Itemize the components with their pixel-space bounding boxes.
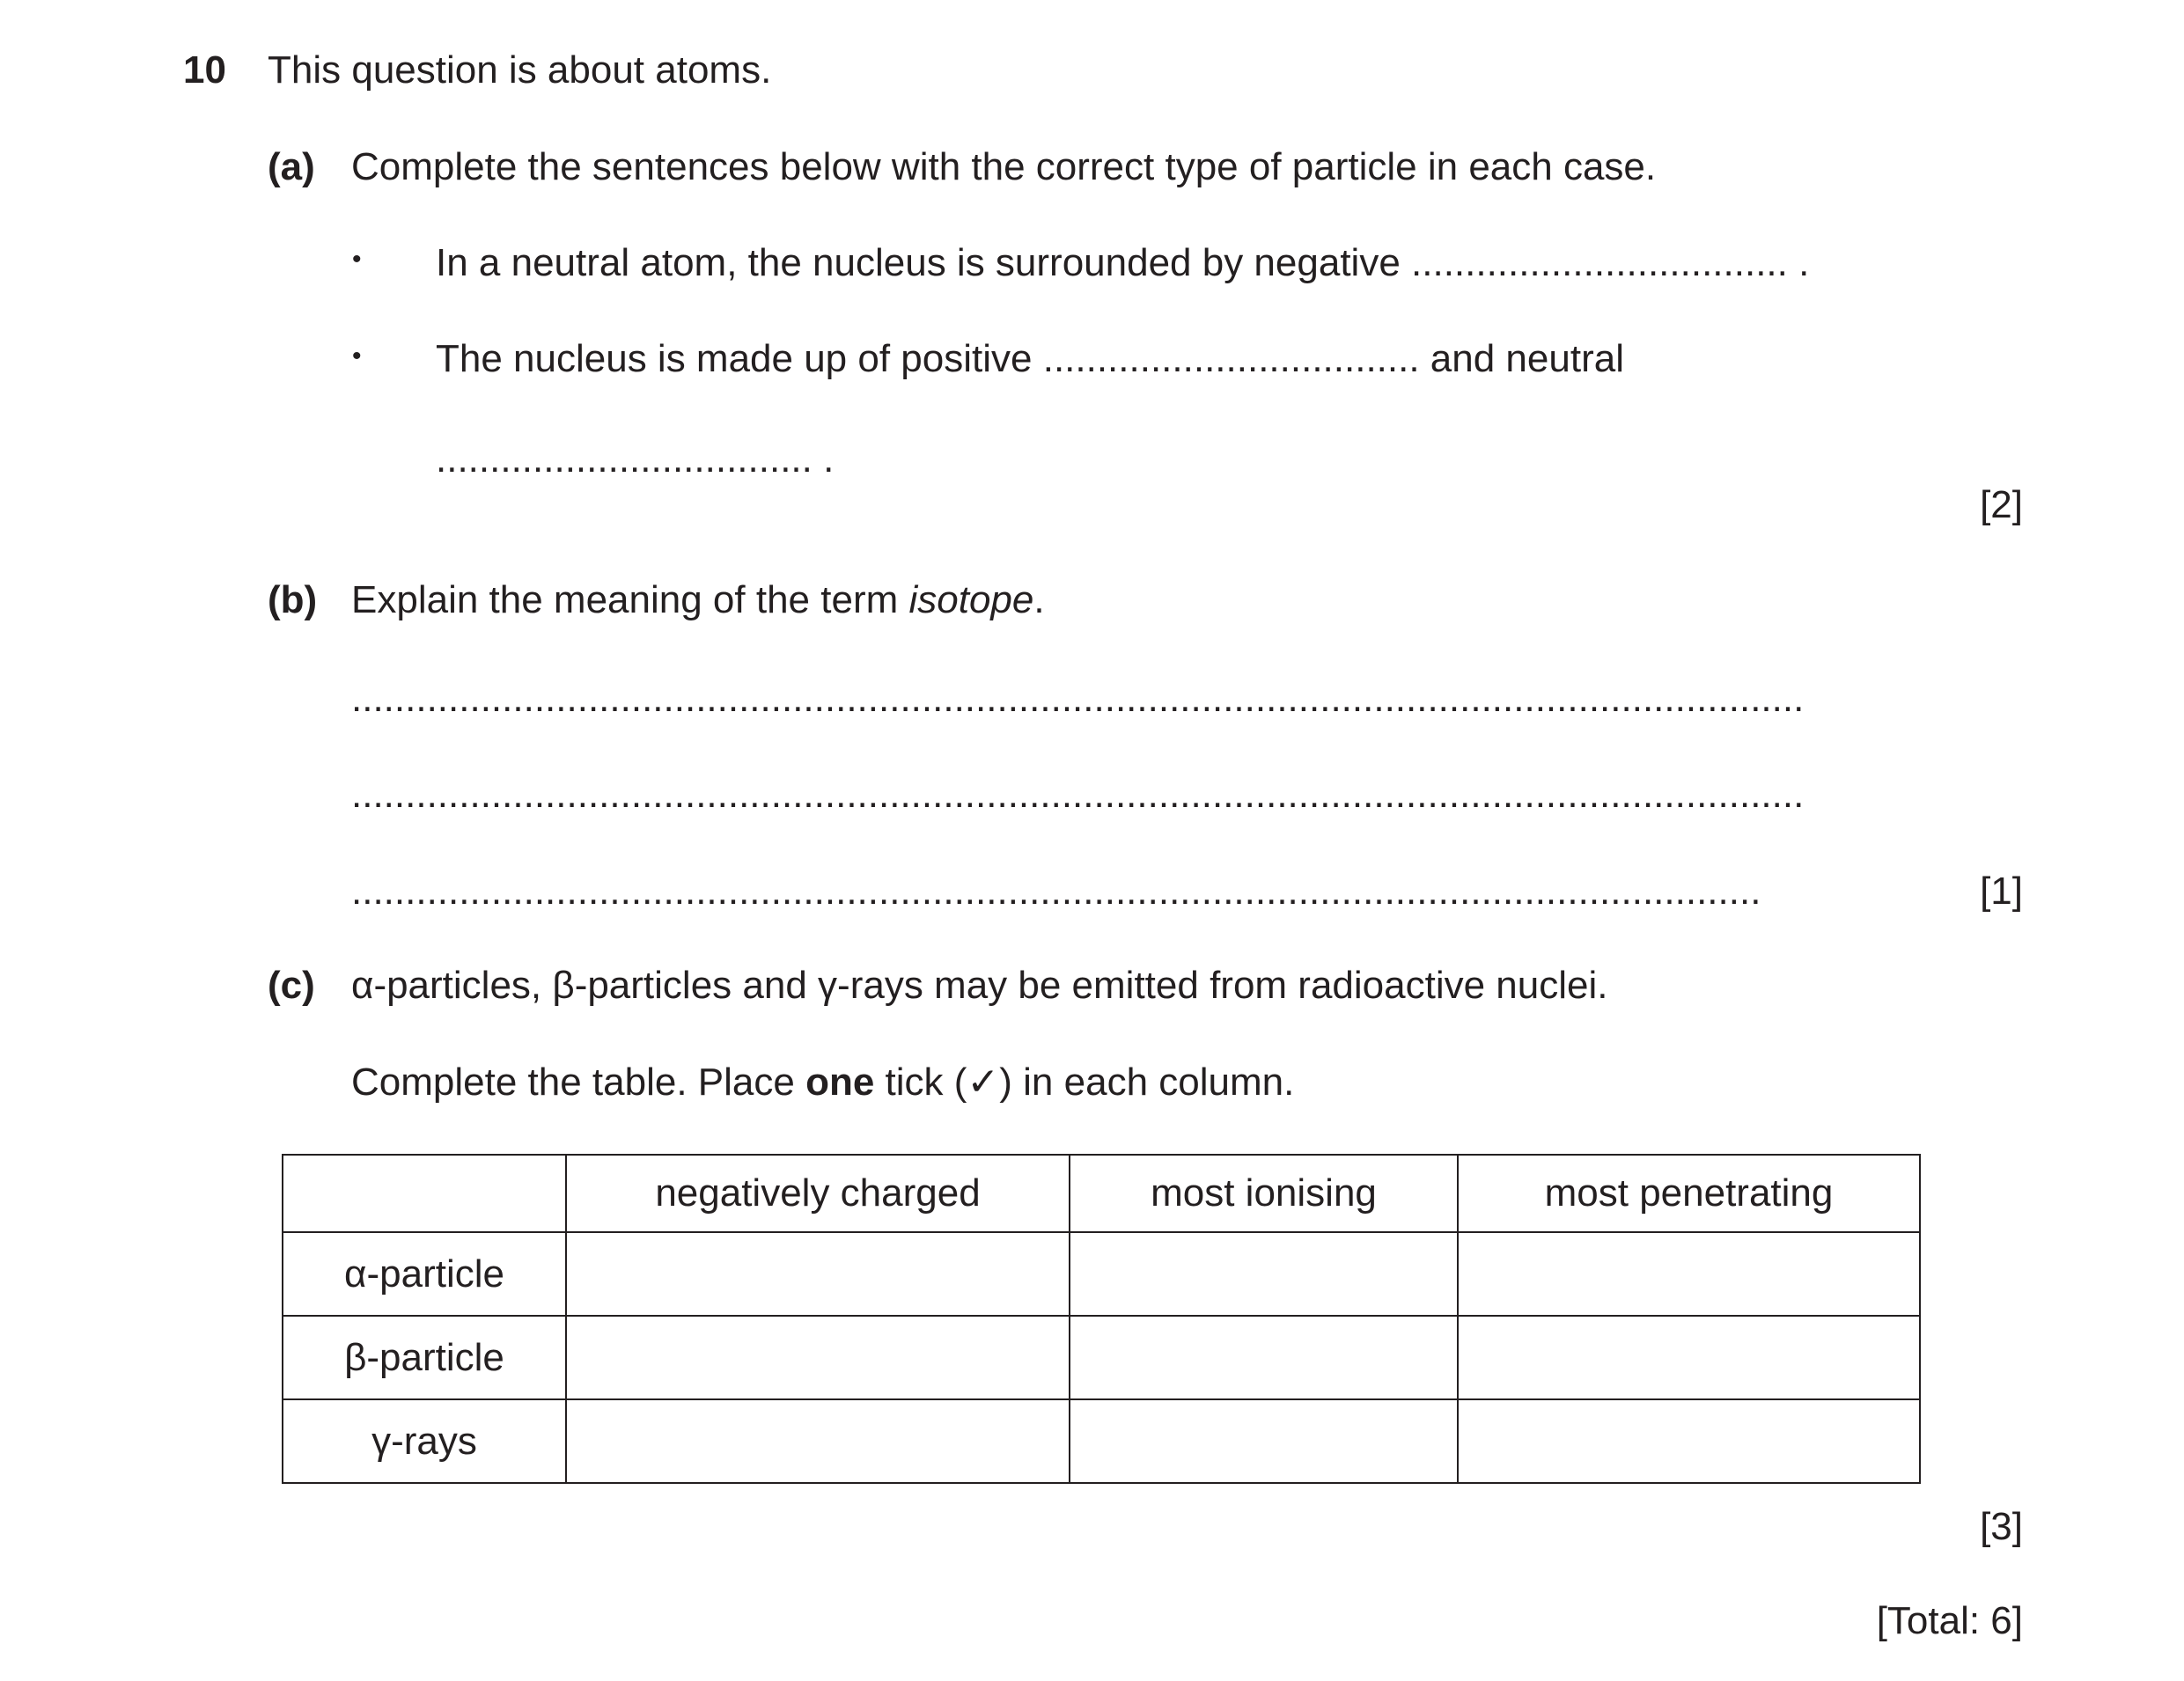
part-a-label: (a) <box>268 145 315 188</box>
part-b-question <box>351 578 1045 621</box>
table-row-beta <box>283 1316 1920 1399</box>
part-a-bullet-1: In a neutral atom, the nucleus is surrounded by negative ................................... . <box>436 241 1810 284</box>
table-header-empty <box>283 1155 566 1232</box>
part-a-instruction: Complete the sentences below with the correct type of particle in each case. <box>351 145 1657 188</box>
bullet-dot: • <box>352 341 362 371</box>
header-negatively-charged: negatively charged <box>566 1155 1070 1232</box>
particle-properties-table <box>282 1154 1921 1484</box>
question-intro: This question is about atoms. <box>268 48 772 92</box>
part-c-instruction <box>351 1063 1294 1102</box>
instruction-suffix: tick (✓) in each column. <box>874 1061 1295 1104</box>
instruction-prefix: Complete the table. Place <box>351 1061 806 1104</box>
question-number: 10 <box>183 48 226 92</box>
cell-beta-most-penetrating[interactable] <box>1458 1316 1920 1399</box>
row-label-gamma: γ-rays <box>283 1399 566 1483</box>
part-b-marks: [1] <box>1980 870 2023 913</box>
cell-gamma-negatively-charged[interactable] <box>566 1399 1070 1483</box>
cell-gamma-most-ionising[interactable] <box>1070 1399 1458 1483</box>
answer-line-3[interactable]: ................................................................................................................................... <box>351 872 1761 911</box>
cell-alpha-most-penetrating[interactable] <box>1458 1232 1920 1316</box>
part-c-statement: α-particles, β-particles and γ-rays may be emitted from radioactive nuclei. <box>351 964 1608 1007</box>
part-b-term: isotope <box>908 578 1034 621</box>
part-a-bullet-2: The nucleus is made up of positive ................................... and neutral <box>436 337 1624 380</box>
total-marks: [Total: 6] <box>1876 1599 2023 1642</box>
header-most-ionising: most ionising <box>1070 1155 1458 1232</box>
table-row-gamma <box>283 1399 1920 1483</box>
part-c-label: (c) <box>268 964 315 1007</box>
part-b-prefix: Explain the meaning of the term <box>351 578 909 621</box>
row-label-beta: β-particle <box>283 1316 566 1399</box>
row-label-alpha: α-particle <box>283 1232 566 1316</box>
part-c-marks: [3] <box>1980 1505 2023 1548</box>
cell-beta-negatively-charged[interactable] <box>566 1316 1070 1399</box>
part-b-label: (b) <box>268 578 318 621</box>
cell-beta-most-ionising[interactable] <box>1070 1316 1458 1399</box>
header-most-penetrating: most penetrating <box>1458 1155 1920 1232</box>
table-row-alpha <box>283 1232 1920 1316</box>
bullet-dot: • <box>352 245 362 274</box>
part-b-suffix: . <box>1033 578 1045 621</box>
cell-alpha-most-ionising[interactable] <box>1070 1232 1458 1316</box>
answer-line-1[interactable]: ....................................................................................................................................... <box>351 679 1805 718</box>
instruction-bold-one: one <box>805 1061 875 1104</box>
cell-alpha-negatively-charged[interactable] <box>566 1232 1070 1316</box>
table-header-row <box>283 1155 1920 1232</box>
answer-line-2[interactable]: ....................................................................................................................................... <box>351 775 1805 814</box>
part-a-marks: [2] <box>1980 483 2023 526</box>
cell-gamma-most-penetrating[interactable] <box>1458 1399 1920 1483</box>
part-a-bullet-2-continued: ................................... . <box>436 437 835 481</box>
